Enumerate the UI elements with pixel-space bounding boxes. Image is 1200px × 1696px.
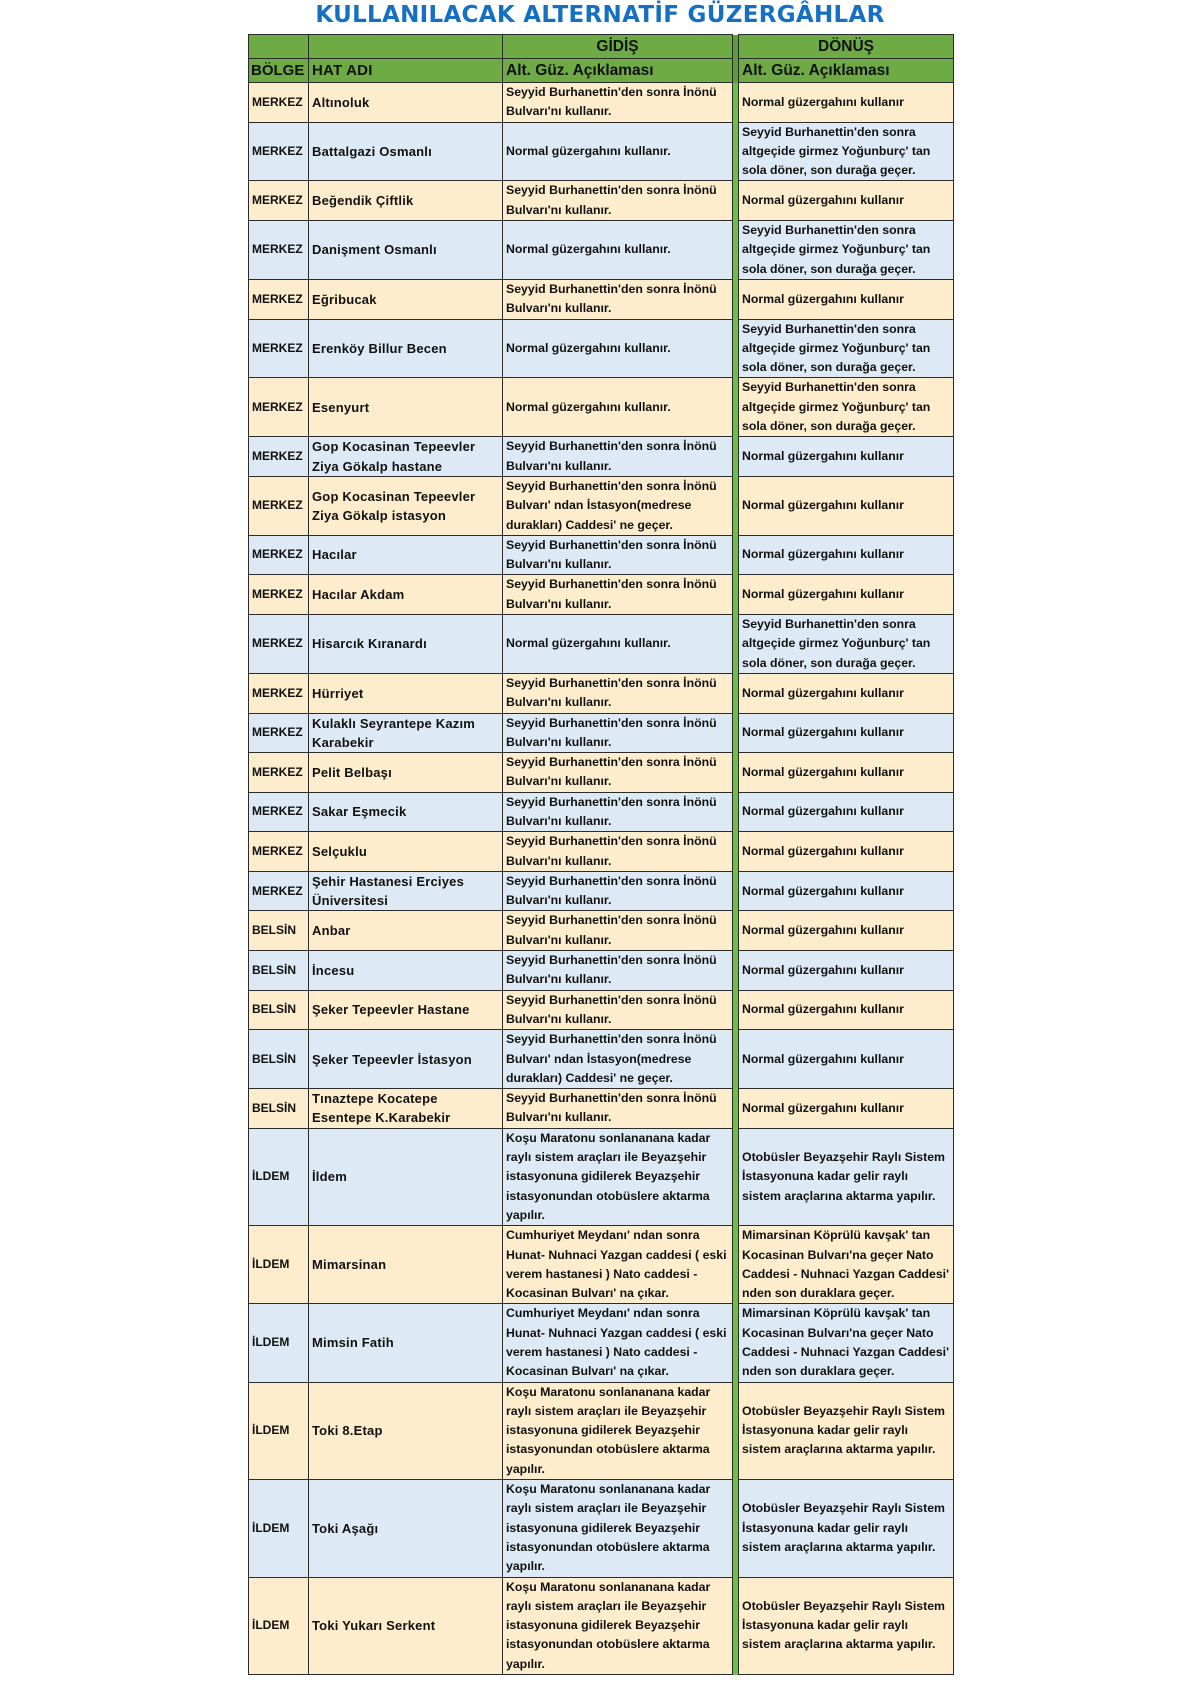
cell-donus: Normal güzergahını kullanır <box>739 575 954 615</box>
cell-donus: Normal güzergahını kullanır <box>739 181 954 221</box>
cell-gidis: Seyyid Burhanettin'den sonra İnönü Bulvarı'nı kullanır. <box>503 792 733 832</box>
table-row <box>249 615 954 674</box>
cell-gidis: Seyyid Burhanettin'den sonra İnönü Bulvarı'nı kullanır. <box>503 871 733 911</box>
table-row <box>249 1226 954 1304</box>
cell-donus: Normal güzergahını kullanır <box>739 990 954 1030</box>
cell-hat-adi: Şehir Hastanesi Erciyes Üniversitesi <box>309 871 503 911</box>
cell-bolge: MERKEZ <box>249 221 309 280</box>
cell-bolge: İLDEM <box>249 1226 309 1304</box>
cell-gidis: Seyyid Burhanettin'den sonra İnönü Bulvarı' ndan İstasyon(medrese durakları) Caddesi' ne geçer. <box>503 1030 733 1089</box>
cell-gidis: Seyyid Burhanettin'den sonra İnönü Bulvarı'nı kullanır. <box>503 832 733 872</box>
table-row <box>249 122 954 181</box>
cell-donus: Normal güzergahını kullanır <box>739 437 954 477</box>
table-row <box>249 476 954 535</box>
cell-donus: Otobüsler Beyazşehir Raylı Sistem İstasyonuna kadar gelir raylı sistem araçlarına aktarma yapılır. <box>739 1382 954 1479</box>
cell-hat-adi: Toki 8.Etap <box>309 1382 503 1479</box>
cell-hat-adi: Mimarsinan <box>309 1226 503 1304</box>
cell-bolge: MERKEZ <box>249 535 309 575</box>
cell-gidis: Seyyid Burhanettin'den sonra İnönü Bulvarı'nı kullanır. <box>503 83 733 123</box>
cell-donus: Seyyid Burhanettin'den sonra altgeçide girmez Yoğunburç' tan sola döner, son durağa geçer. <box>739 615 954 674</box>
cell-donus: Otobüsler Beyazşehir Raylı Sistem İstasyonuna kadar gelir raylı sistem araçlarına aktarma yapılır. <box>739 1480 954 1577</box>
table-row <box>249 1128 954 1225</box>
cell-donus: Seyyid Burhanettin'den sonra altgeçide girmez Yoğunburç' tan sola döner, son durağa geçer. <box>739 221 954 280</box>
table-row <box>249 1089 954 1129</box>
cell-hat-adi: Pelit Belbaşı <box>309 753 503 793</box>
cell-hat-adi: Hacılar Akdam <box>309 575 503 615</box>
cell-gidis: Normal güzergahını kullanır. <box>503 615 733 674</box>
cell-hat-adi: Toki Aşağı <box>309 1480 503 1577</box>
cell-hat-adi: Esenyurt <box>309 378 503 437</box>
cell-gidis: Seyyid Burhanettin'den sonra İnönü Bulvarı'nı kullanır. <box>503 279 733 319</box>
table-row <box>249 911 954 951</box>
cell-gidis: Normal güzergahını kullanır. <box>503 122 733 181</box>
table-row <box>249 319 954 378</box>
cell-gidis: Koşu Maratonu sonlananana kadar raylı sistem araçları ile Beyazşehir istasyonuna gidilerek Beyazşehir istasyonundan otobüslere aktarma yapılır. <box>503 1577 733 1674</box>
table-row <box>249 871 954 911</box>
cell-hat-adi: Danişment Osmanlı <box>309 221 503 280</box>
cell-gidis: Seyyid Burhanettin'den sonra İnönü Bulvarı'nı kullanır. <box>503 673 733 713</box>
cell-donus: Normal güzergahını kullanır <box>739 871 954 911</box>
table-row <box>249 1030 954 1089</box>
cell-bolge: MERKEZ <box>249 615 309 674</box>
cell-donus: Normal güzergahını kullanır <box>739 792 954 832</box>
table-row <box>249 575 954 615</box>
cell-gidis: Cumhuriyet Meydanı' ndan sonra Hunat- Nuhnaci Yazgan caddesi ( eski verem hastanesi ) Nato caddesi - Kocasinan Bulvarı' na çıkar. <box>503 1304 733 1382</box>
cell-gidis: Normal güzergahını kullanır. <box>503 221 733 280</box>
cell-donus: Seyyid Burhanettin'den sonra altgeçide girmez Yoğunburç' tan sola döner, son durağa geçer. <box>739 378 954 437</box>
cell-hat-adi: Mimsin Fatih <box>309 1304 503 1382</box>
cell-hat-adi: Kulaklı Seyrantepe Kazım Karabekir <box>309 713 503 753</box>
cell-donus: Normal güzergahını kullanır <box>739 713 954 753</box>
cell-hat-adi: Eğribucak <box>309 279 503 319</box>
cell-hat-adi: Gop Kocasinan Tepeevler Ziya Gökalp istasyon <box>309 476 503 535</box>
cell-hat-adi: Hacılar <box>309 535 503 575</box>
cell-donus: Normal güzergahını kullanır <box>739 951 954 991</box>
cell-bolge: İLDEM <box>249 1480 309 1577</box>
table-row <box>249 221 954 280</box>
cell-gidis: Koşu Maratonu sonlananana kadar raylı sistem araçları ile Beyazşehir istasyonuna gidilerek Beyazşehir istasyonundan otobüslere aktarma yapılır. <box>503 1382 733 1479</box>
cell-donus: Normal güzergahını kullanır <box>739 279 954 319</box>
table-row <box>249 378 954 437</box>
cell-hat-adi: Battalgazi Osmanlı <box>309 122 503 181</box>
cell-hat-adi: Selçuklu <box>309 832 503 872</box>
cell-bolge: İLDEM <box>249 1577 309 1674</box>
cell-bolge: MERKEZ <box>249 279 309 319</box>
cell-bolge: MERKEZ <box>249 713 309 753</box>
cell-donus: Normal güzergahını kullanır <box>739 83 954 123</box>
table-row <box>249 1304 954 1382</box>
cell-gidis: Koşu Maratonu sonlananana kadar raylı sistem araçları ile Beyazşehir istasyonuna gidilerek Beyazşehir istasyonundan otobüslere aktarma yapılır. <box>503 1480 733 1577</box>
header-hat-adi: HAT ADI <box>309 59 503 83</box>
table-row <box>249 437 954 477</box>
cell-bolge: MERKEZ <box>249 792 309 832</box>
cell-gidis: Seyyid Burhanettin'den sonra İnönü Bulvarı'nı kullanır. <box>503 911 733 951</box>
cell-bolge: BELSİN <box>249 1089 309 1129</box>
cell-bolge: BELSİN <box>249 951 309 991</box>
cell-bolge: MERKEZ <box>249 871 309 911</box>
table-row <box>249 951 954 991</box>
cell-gidis: Koşu Maratonu sonlananana kadar raylı sistem araçları ile Beyazşehir istasyonuna gidilerek Beyazşehir istasyonundan otobüslere aktarma yapılır. <box>503 1128 733 1225</box>
cell-hat-adi: İldem <box>309 1128 503 1225</box>
cell-donus: Otobüsler Beyazşehir Raylı Sistem İstasyonuna kadar gelir raylı sistem araçlarına aktarma yapılır. <box>739 1128 954 1225</box>
cell-bolge: MERKEZ <box>249 378 309 437</box>
header-row-top <box>249 35 954 59</box>
table-row <box>249 1480 954 1577</box>
route-table <box>248 34 954 1675</box>
cell-gidis: Seyyid Burhanettin'den sonra İnönü Bulvarı'nı kullanır. <box>503 951 733 991</box>
cell-bolge: BELSİN <box>249 990 309 1030</box>
cell-donus: Normal güzergahını kullanır <box>739 535 954 575</box>
cell-gidis: Seyyid Burhanettin'den sonra İnönü Bulvarı'nı kullanır. <box>503 713 733 753</box>
cell-gidis: Seyyid Burhanettin'den sonra İnönü Bulvarı'nı kullanır. <box>503 181 733 221</box>
table-row <box>249 753 954 793</box>
cell-gidis: Seyyid Burhanettin'den sonra İnönü Bulvarı' ndan İstasyon(medrese durakları) Caddesi' ne geçer. <box>503 476 733 535</box>
cell-bolge: MERKEZ <box>249 673 309 713</box>
header-donus-desc: Alt. Güz. Açıklaması <box>739 59 954 83</box>
cell-gidis: Normal güzergahını kullanır. <box>503 319 733 378</box>
table-row <box>249 832 954 872</box>
cell-bolge: İLDEM <box>249 1304 309 1382</box>
cell-donus: Normal güzergahını kullanır <box>739 476 954 535</box>
table-row <box>249 673 954 713</box>
cell-hat-adi: Şeker Tepeevler İstasyon <box>309 1030 503 1089</box>
cell-bolge: MERKEZ <box>249 83 309 123</box>
cell-bolge: MERKEZ <box>249 575 309 615</box>
cell-donus: Normal güzergahını kullanır <box>739 753 954 793</box>
cell-hat-adi: İncesu <box>309 951 503 991</box>
table-row <box>249 713 954 753</box>
cell-hat-adi: Sakar Eşmecik <box>309 792 503 832</box>
header-donus: DÖNÜŞ <box>739 35 954 59</box>
cell-hat-adi: Hisarcık Kıranardı <box>309 615 503 674</box>
cell-donus: Normal güzergahını kullanır <box>739 1089 954 1129</box>
cell-hat-adi: Toki Yukarı Serkent <box>309 1577 503 1674</box>
cell-gidis: Seyyid Burhanettin'den sonra İnönü Bulvarı'nı kullanır. <box>503 437 733 477</box>
cell-gidis: Seyyid Burhanettin'den sonra İnönü Bulvarı'nı kullanır. <box>503 575 733 615</box>
header-gidis-desc: Alt. Güz. Açıklaması <box>503 59 733 83</box>
cell-bolge: MERKEZ <box>249 753 309 793</box>
header-bolge: BÖLGE <box>249 59 309 83</box>
cell-bolge: İLDEM <box>249 1128 309 1225</box>
cell-hat-adi: Hürriyet <box>309 673 503 713</box>
cell-hat-adi: Şeker Tepeevler Hastane <box>309 990 503 1030</box>
header-gidis: GİDİŞ <box>503 35 733 59</box>
cell-donus: Seyyid Burhanettin'den sonra altgeçide girmez Yoğunburç' tan sola döner, son durağa geçer. <box>739 319 954 378</box>
cell-bolge: MERKEZ <box>249 181 309 221</box>
table-row <box>249 792 954 832</box>
table-row <box>249 1577 954 1674</box>
cell-gidis: Seyyid Burhanettin'den sonra İnönü Bulvarı'nı kullanır. <box>503 1089 733 1129</box>
cell-bolge: MERKEZ <box>249 476 309 535</box>
cell-donus: Normal güzergahını kullanır <box>739 673 954 713</box>
table-row <box>249 279 954 319</box>
cell-hat-adi: Tınaztepe Kocatepe Esentepe K.Karabekir <box>309 1089 503 1129</box>
cell-donus: Mimarsinan Köprülü kavşak' tan Kocasinan Bulvarı'na geçer Nato Caddesi - Nuhnaci Yazgan Caddesi' nden son duraklara geçer. <box>739 1304 954 1382</box>
cell-gidis: Seyyid Burhanettin'den sonra İnönü Bulvarı'nı kullanır. <box>503 535 733 575</box>
page-title: KULLANILACAK ALTERNATİF GÜZERGÂHLAR <box>315 2 885 28</box>
table-row <box>249 1382 954 1479</box>
cell-gidis: Normal güzergahını kullanır. <box>503 378 733 437</box>
header-empty-bolge <box>249 35 309 59</box>
cell-bolge: MERKEZ <box>249 437 309 477</box>
cell-hat-adi: Erenköy Billur Becen <box>309 319 503 378</box>
table-row <box>249 83 954 123</box>
header-row-columns <box>249 59 954 83</box>
table-row <box>249 990 954 1030</box>
cell-bolge: BELSİN <box>249 1030 309 1089</box>
cell-gidis: Cumhuriyet Meydanı' ndan sonra Hunat- Nuhnaci Yazgan caddesi ( eski verem hastanesi ) Nato caddesi - Kocasinan Bulvarı' na çıkar. <box>503 1226 733 1304</box>
cell-bolge: MERKEZ <box>249 832 309 872</box>
cell-hat-adi: Gop Kocasinan Tepeevler Ziya Gökalp hastane <box>309 437 503 477</box>
header-empty-hat <box>309 35 503 59</box>
cell-bolge: İLDEM <box>249 1382 309 1479</box>
cell-hat-adi: Anbar <box>309 911 503 951</box>
cell-bolge: BELSİN <box>249 911 309 951</box>
cell-gidis: Seyyid Burhanettin'den sonra İnönü Bulvarı'nı kullanır. <box>503 753 733 793</box>
cell-gidis: Seyyid Burhanettin'den sonra İnönü Bulvarı'nı kullanır. <box>503 990 733 1030</box>
cell-donus: Seyyid Burhanettin'den sonra altgeçide girmez Yoğunburç' tan sola döner, son durağa geçer. <box>739 122 954 181</box>
cell-donus: Normal güzergahını kullanır <box>739 832 954 872</box>
cell-hat-adi: Altınoluk <box>309 83 503 123</box>
table-row <box>249 181 954 221</box>
cell-donus: Normal güzergahını kullanır <box>739 1030 954 1089</box>
cell-donus: Otobüsler Beyazşehir Raylı Sistem İstasyonuna kadar gelir raylı sistem araçlarına aktarma yapılır. <box>739 1577 954 1674</box>
cell-bolge: MERKEZ <box>249 122 309 181</box>
cell-hat-adi: Beğendik Çiftlik <box>309 181 503 221</box>
cell-donus: Mimarsinan Köprülü kavşak' tan Kocasinan Bulvarı'na geçer Nato Caddesi - Nuhnaci Yazgan Caddesi' nden son duraklara geçer. <box>739 1226 954 1304</box>
cell-bolge: MERKEZ <box>249 319 309 378</box>
table-row <box>249 535 954 575</box>
cell-donus: Normal güzergahını kullanır <box>739 911 954 951</box>
